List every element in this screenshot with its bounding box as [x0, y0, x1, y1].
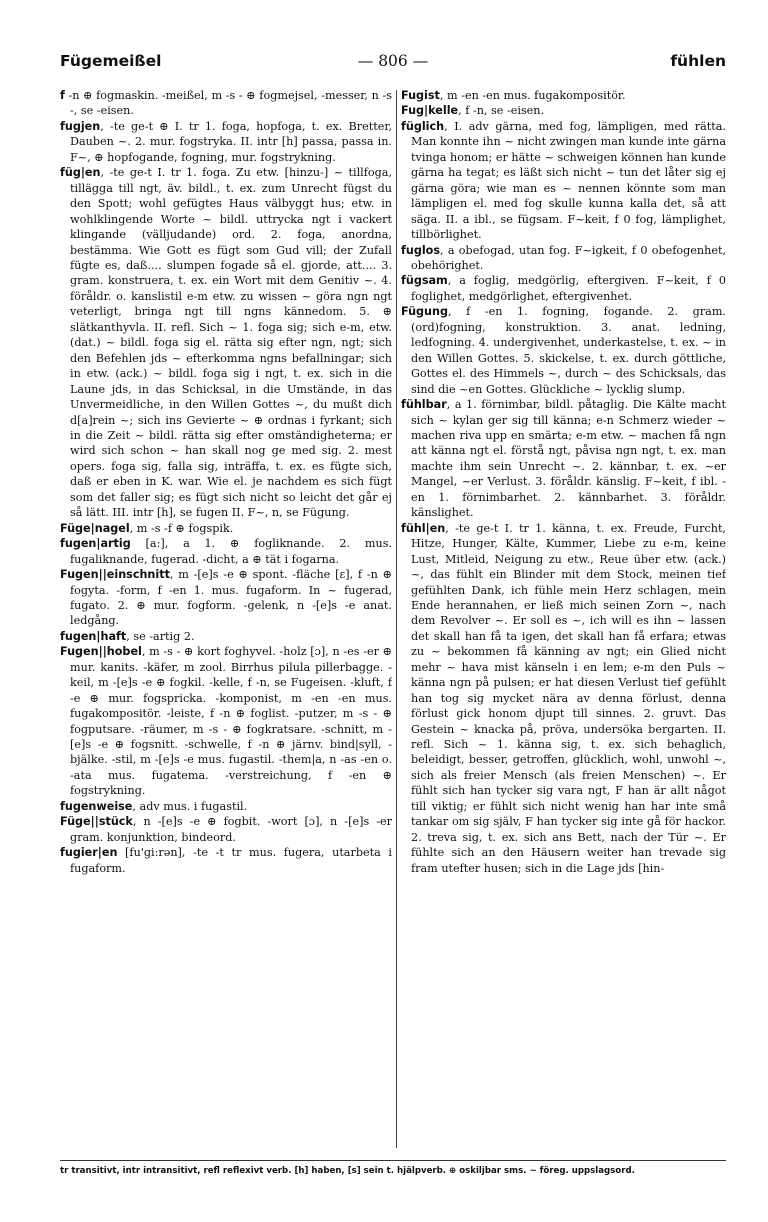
entry-headword: fühlbar	[401, 398, 447, 412]
dictionary-entry	[401, 397, 726, 521]
page-header	[60, 52, 726, 78]
entry-headword: Füge||stück	[60, 815, 133, 829]
dictionary-entry	[401, 243, 726, 274]
entry-body: , n -[e]s -e ⊕ fogbit. -wort [ɔ], n -[e]s -er gram. konjunktion, bindeord.	[70, 815, 392, 844]
dictionary-entry	[60, 814, 392, 845]
entry-body: , a obefogad, utan fog. F~igkeit, f 0 obefogenhet, obehörighet.	[411, 243, 726, 272]
entry-headword: Fugen||einschnitt	[60, 568, 170, 582]
entry-body: , f -n, se -eisen.	[458, 104, 545, 118]
dictionary-entry	[401, 103, 726, 118]
dictionary-entry	[60, 536, 392, 567]
entry-headword: fügsam	[401, 274, 448, 288]
entry-headword: fugjen	[60, 119, 101, 133]
entry-body: , a 1. förnimbar, bildl. påtaglig. Die Kälte macht sich ~ kylan ger sig till känna; e-n Schmerz wieder ~ machen riva upp en smärta; e-m etw. ~ machen få ngn att känna ngt el. förstå ngt, påvisa ngn ngt, t. ex. man machte ihm sein Unrecht ~. 2. kännbar, t. ex. ~er Mangel, ~er Verlust. 3. föråldr. känslig. F~keit, f ibl. -en 1. förnimbarhet. 2. kännbarhet. 3. föråldr. känslighet.	[411, 398, 726, 520]
dictionary-entry	[60, 799, 392, 814]
dictionary-entry	[60, 88, 392, 119]
entry-headword: fuglos	[401, 243, 441, 257]
entry-body: , a foglig, medgörlig, eftergiven. F~keit, f 0 foglighet, medgörlighet, eftergivenhet.	[411, 274, 726, 303]
entry-headword: Fügung	[401, 305, 448, 319]
abbreviation-legend: tr transitivt, intr intransitivt, refl reflexivt verb. [h] haben, [s] sein t. hjälpverb. ⊕ oskiljbar sms. ~ föreg. uppslagsord.	[60, 1160, 726, 1180]
entry-body: , f -en 1. fogning, fogande. 2. gram. (ord)fogning, konstruktion. 3. anat. ledning, ledfogning. 4. undergivenhet, underkastelse, t. ex. ~ in den Willen Gottes. 5. skickelse, t. ex. durch göttliche, Gottes el. des Himmels ~, durch ~ des Schicksals, das sind die ~en Gottes. Glückliche ~ lycklig slump.	[411, 305, 726, 396]
entry-body: [a:], a 1. ⊕ fogliknande. 2. mus. fugaliknande, fugerad. -dicht, a ⊕ tät i fogarna.	[70, 537, 392, 566]
entry-body: , m -s - ⊕ kort foghyvel. -holz [ɔ], n -es -er ⊕ mur. kanits. -käfer, m zool. Birrhus pilula pillerbagge. -keil, m -[e]s -e ⊕ fogkil. -kelle, f -n, se Fugeisen. -kluft, f -e ⊕ mur. fogspricka. -komponist, m -en -en mus. fugakompositör. -leiste, f -n ⊕ foglist. -putzer, m -s - ⊕ fogputsare. -räumer, m -s - ⊕ fogkratsare. -schnitt, m -[e]s -e ⊕ fogsnitt. -schwelle, f -n ⊕ järnv. bind|syll, -bjälke. -stil, m -[e]s -e mus. fugastil. -them|a, n -as -en o. -ata mus. fugatema. -verstreichung, f -en ⊕ fogstrykning.	[70, 645, 392, 798]
entry-body: , -te ge-t I. tr 1. känna, t. ex. Freude, Furcht, Hitze, Hunger, Kälte, Kummer, Liebe zu e-m, keine Lust, Mitleid, Neigung zu etw., Reue über etw. (ack.) ~, das fühlt ein Blinder mit dem Stock, meinen tief gefühlten Dank, ich fühle mein Herz schlagen, mein Ende herannahen, er ließ mich seinen Zorn ~, nach dem Revolver ~. Er soll es ~, ich will es ihn ~ lassen det skall han få ta igen, det skall han få erfara; etwas zu ~ bekommen få känning av ngt; ein Glied nicht mehr ~ hava mist känseln i en lem; e-m den Puls ~ känna ngn på pulsen; er hat diesen Verlust tief gefühlt han tog sig mycket nära av denna förlust, denna förlust gick honom djupt till sinnes. 2. gruvt. Das Gestein ~ knacka på, pröva, undersöka bergarten. II. refl. Sich ~ 1. känna sig, t. ex. sich behaglich, beleidigt, besser, getroffen, glücklich, wohl, unwohl ~, sich als freier Mensch (als freien Menschen) ~. Er fühlt sich han tycker sig vara ngt, F han är allt något till viktig; er fühlt sich nicht wenig han har inte små tankar om sig själv, F han tycker sig inte gå för hackor. 2. treva sig, t. ex. sich ans Bett, nach der Tür ~. Er fühlte sich an den Häusern weiter han trevade sig fram utefter husen; sich in die Lage jds [hin-	[411, 521, 726, 875]
entry-body: [fu'gi:rən], -te -t tr mus. fugera, utarbeta i fugaform.	[70, 846, 392, 875]
entry-headword: füg|en	[60, 166, 101, 180]
column-divider	[396, 90, 397, 1148]
entry-headword: füglich	[401, 119, 445, 133]
entry-body: , m -[e]s -e ⊕ spont. -fläche [ɛ], f -n ⊕ fogyta. -form, f -en 1. mus. fugaform. In ~ fugerad, fugato. 2. ⊕ mur. fogform. -gelenk, n -[e]s -e anat. ledgång.	[70, 568, 392, 628]
dictionary-entry	[60, 521, 392, 536]
entry-headword: Füge|nagel	[60, 521, 130, 535]
dictionary-entry	[60, 845, 392, 876]
entry-headword: fugen|artig	[60, 537, 131, 551]
dictionary-entry	[401, 304, 726, 397]
entry-headword: Fug|kelle	[401, 104, 459, 118]
entry-headword: fugier|en	[60, 846, 118, 860]
header-last-word: fühlen	[670, 52, 726, 70]
page-number: — 806 —	[357, 52, 429, 70]
entry-body: -n ⊕ fogmaskin. -meißel, m -s - ⊕ fogmejsel, -messer, n -s -, se -eisen.	[64, 89, 392, 118]
entry-headword: fugen|haft	[60, 629, 127, 643]
left-column	[60, 88, 392, 1150]
entry-body: , se -artig 2.	[126, 629, 195, 643]
dictionary-entry	[401, 521, 726, 876]
dictionary-entry	[60, 119, 392, 165]
dictionary-entry	[60, 629, 392, 644]
dictionary-entry	[60, 165, 392, 520]
entry-headword: f	[60, 89, 65, 102]
right-column	[401, 88, 726, 1150]
entry-body: , adv mus. i fugastil.	[132, 799, 248, 813]
entry-body: , m -en -en mus. fugakompositör.	[439, 89, 626, 102]
entry-body: , m -s -f ⊕ fogspik.	[129, 521, 234, 535]
dictionary-entry	[60, 644, 392, 799]
entry-body: , -te ge-t I. tr 1. foga. Zu etw. [hinzu-] ~ tillfoga, tillägga till ngt, äv. bildl., t. ex. zum Unrecht fügst du den Spott; wohl gefügtes Haus välbyggt hus; etw. in wohlklingende Worte ~ bildl. uttrycka ngt i vackert klingande (välljudande) ord. 2. foga, anordna, bestämma. Wie Gott es fügt som Gud vill; der Zufall fügte es, daß.... slumpen fogade så el. gjorde, att.... 3. gram. konstruera, t. ex. ein Wort mit dem Genitiv ~. 4. föråldr. o. kanslistil e-m etw. zu wissen ~ göra ngn ngt veterligt, bringa ngt till ngns kännedom. 5. ⊕ slätkanthyvla. II. refl. Sich ~ 1. foga sig; sich e-m, etw. (dat.) ~ bildl. foga sig el. rätta sig efter ngn, ngt; sich den Befehlen jds ~ efterkomma ngns befallningar; sich in etw. (ack.) ~ bildl. foga sig i ngt, t. ex. sich in die Laune jds, in das Schicksal, in die Umstände, in das Unvermeidliche, in den Willen Gottes ~, du mußt dich d[a]rein ~; sich ins Gevierte ~ ⊕ ordnas i fyrkant; sich in die Zeit ~ bildl. rätta sig efter omständigheterna; er wird sich schon ~ han skall nog ge med sig. 2. mest opers. foga sig, falla sig, inträffa, t. ex. es fügte sich, daß er eben in K. war. Wie el. je nachdem es sich fügt som det faller sig; es fügt sich nicht so leicht det går ej så lätt. III. intr [h], se fugen II. F~, n, se Fügung.	[70, 166, 392, 520]
entry-headword: Fugen||hobel	[60, 645, 142, 659]
entry-headword: Fugist	[401, 89, 440, 102]
dictionary-entry	[401, 88, 726, 103]
dictionary-entry	[60, 567, 392, 629]
header-first-word: Fügemeißel	[60, 52, 162, 70]
dictionary-entry	[401, 119, 726, 243]
dictionary-entry	[401, 273, 726, 304]
entry-body: , I. adv gärna, med fog, lämpligen, med rätta. Man konnte ihn ~ nicht zwingen man kunde inte gärna tvinga honom; er hätte ~ schweigen können han kunde gärna ha tegat; es läßt sich nicht ~ tun det låter sig ej gärna göra; wie man es ~ nennen könnte som man lämpligen el. med fog skulle kunna kalla det, så att säga. II. a ibl., se fügsam. F~keit, f 0 fog, lämplighet, tillbörlighet.	[411, 119, 726, 242]
entry-headword: fühl|en	[401, 521, 446, 535]
entry-headword: fugenweise	[60, 799, 133, 813]
entry-body: , -te ge-t ⊕ I. tr 1. foga, hopfoga, t. ex. Bretter, Dauben ~. 2. mur. fogstryka. II. intr [h] passa, passa in. F~, ⊕ hopfogande, fogning, mur. fogstrykning.	[70, 119, 392, 164]
